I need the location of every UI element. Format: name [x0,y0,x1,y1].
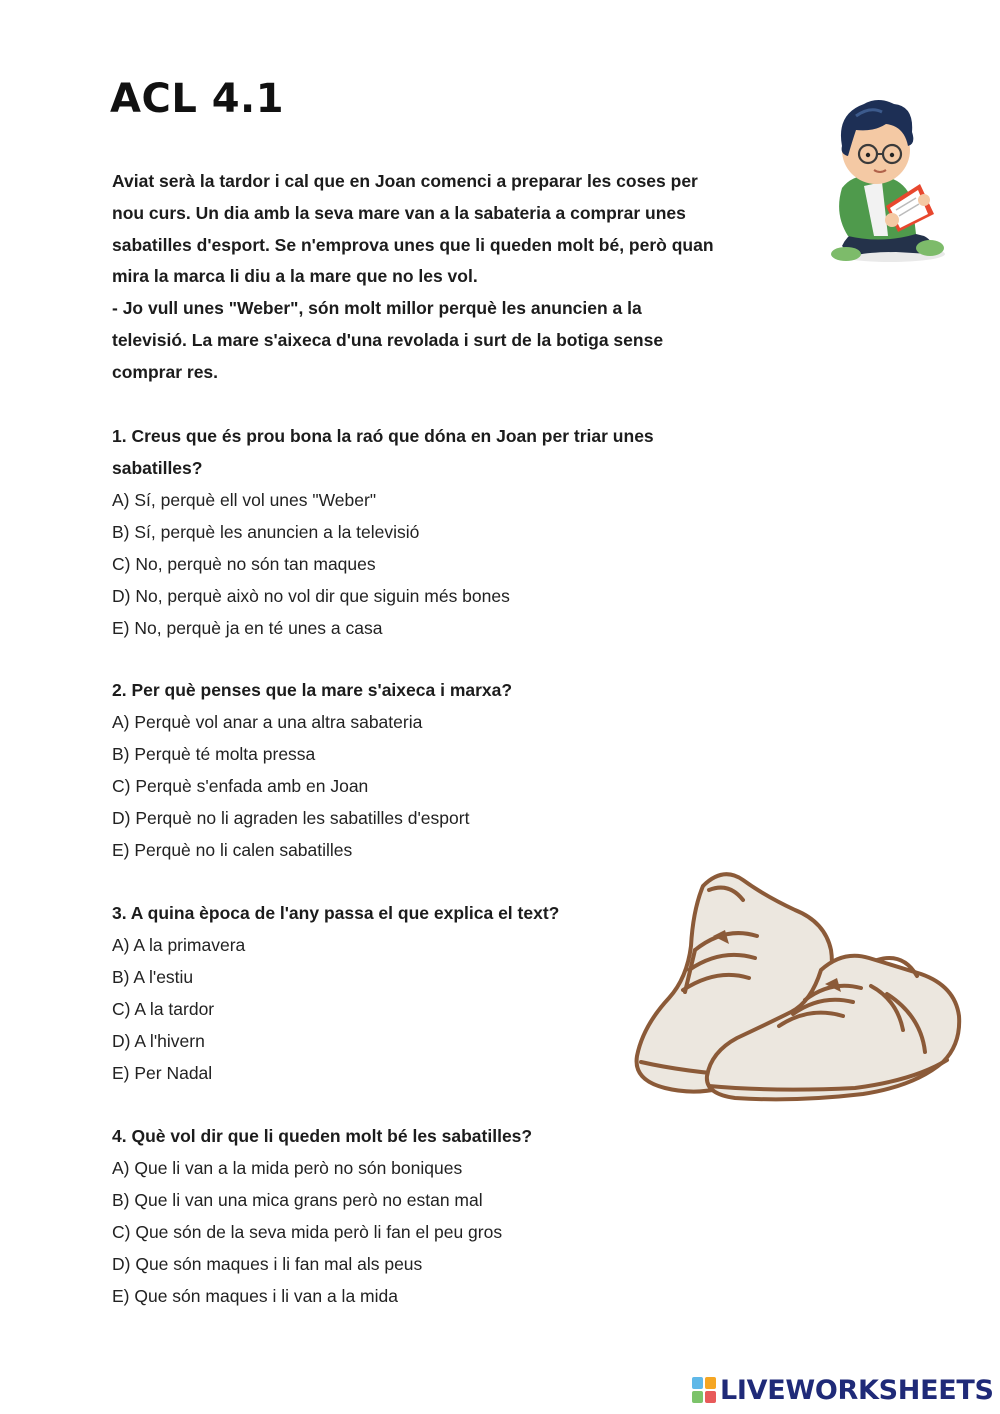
answer-option-d[interactable]: D) A l'hivern [112,1031,205,1051]
answer-option-e[interactable]: E) Perquè no li calen sabatilles [112,840,353,860]
question-text: 1. Creus que és prou bona la raó que dóna en Joan per triar unes [112,426,654,446]
answer-option-a[interactable]: A) Que li van a la mida però no són boniques [112,1158,463,1178]
sneakers-icon [625,866,975,1116]
intro-line: televisió. La mare s'aixeca d'una revolada i surt de la botiga sense [112,329,664,350]
answer-option-e[interactable]: E) No, perquè ja en té unes a casa [112,618,383,638]
answer-option-a[interactable]: A) A la primavera [112,935,246,955]
answer-option-b[interactable]: B) Que li van una mica grans però no estan mal [112,1190,483,1210]
intro-line: nou curs. Un dia amb la seva mare van a la sabateria a comprar unes [112,202,686,223]
intro-line: comprar res. [112,361,219,382]
question-text: 2. Per què penses que la mare s'aixeca i marxa? [112,680,513,700]
intro-line: mira la marca li diu a la mare que no les vol. [112,266,478,287]
question-text: sabatilles? [112,458,203,478]
answer-option-b[interactable]: B) A l'estiu [112,967,194,987]
brand-name: LIVEWORKSHEETS [720,1374,994,1406]
answer-option-a[interactable]: A) Sí, perquè ell vol unes "Weber" [112,490,377,510]
answer-option-a[interactable]: A) Perquè vol anar a una altra sabateria [112,712,423,732]
intro-line: sabatilles d'esport. Se n'emprova unes que li queden molt bé, però quan [112,234,714,255]
answer-option-c[interactable]: C) Que són de la seva mida però li fan el peu gros [112,1222,503,1242]
question-1 [112,420,752,644]
answer-option-c[interactable]: C) No, perquè no són tan maques [112,554,376,574]
answer-option-e[interactable]: E) Per Nadal [112,1063,213,1083]
question-4 [112,1120,752,1312]
answer-option-c[interactable]: C) A la tardor [112,999,215,1019]
answer-option-e[interactable]: E) Que són maques i li van a la mida [112,1286,398,1306]
liveworksheets-logo-icon [692,1377,716,1403]
answer-option-b[interactable]: B) Sí, perquè les anuncien a la televisió [112,522,420,542]
answer-option-b[interactable]: B) Perquè té molta pressa [112,744,316,764]
liveworksheets-footer[interactable] [692,1374,994,1406]
question-text: 3. A quina època de l'any passa el que explica el text? [112,903,560,923]
intro-line: Aviat serà la tardor i cal que en Joan comenci a preparar les coses per [112,171,698,191]
answer-option-c[interactable]: C) Perquè s'enfada amb en Joan [112,776,369,796]
answer-option-d[interactable]: D) No, perquè això no vol dir que siguin més bones [112,586,510,606]
intro-text [112,166,777,389]
boy-reading-book-icon [812,96,957,271]
answer-option-d[interactable]: D) Perquè no li agraden les sabatilles d'esport [112,808,470,828]
question-text: 4. Què vol dir que li queden molt bé les sabatilles? [112,1126,533,1146]
page-title: ACL 4.1 [110,76,285,122]
answer-option-d[interactable]: D) Que són maques i li fan mal als peus [112,1254,423,1274]
intro-line: - Jo vull unes "Weber", són molt millor perquè les anuncien a la [112,298,642,319]
question-2 [112,674,752,866]
